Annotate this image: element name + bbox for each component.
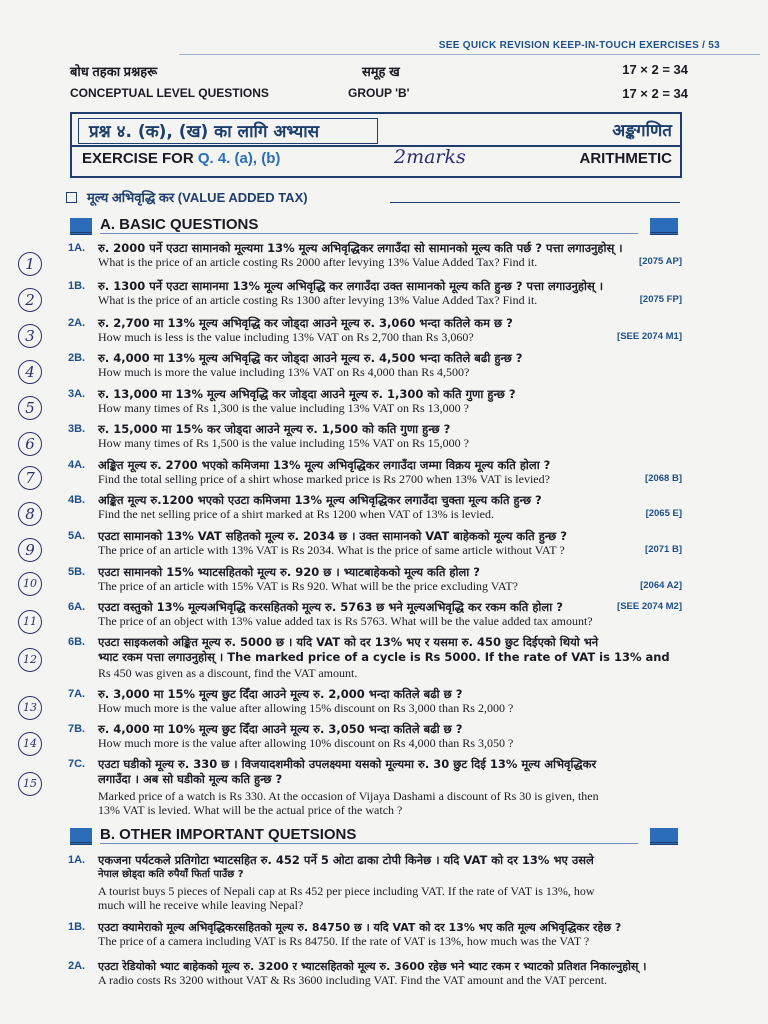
question-reference: [2064 A2] [640, 580, 682, 591]
subject-np: अङ्कगणित [612, 121, 672, 141]
question-text-np: एउटा सामानको 15% भ्याटसहितको मूल्य रु. 920 छ । भ्याटबाहेकको मूल्य कति होला ? [98, 565, 480, 579]
marks-label-en: 17 × 2 = 34 [622, 86, 688, 101]
question-number: 4A. [68, 459, 86, 471]
question-number: 7A. [68, 688, 86, 700]
question-number: 7C. [68, 758, 86, 770]
question-number: 1A. [68, 854, 86, 866]
question-text-en-2: 13% VAT is levied. What will be the actual price of the watch ? [98, 803, 403, 817]
question-text-np: एकजना पर्यटकले प्रतिगोटा भ्याटसहित रु. 452 पर्ने 5 ओटा ढाका टोपी किनेछ । यदि VAT को दर 13% भए उसले [98, 853, 594, 867]
question-number: 5A. [68, 530, 86, 542]
question-number: 4B. [68, 494, 86, 506]
topic-heading [66, 188, 308, 206]
question-number: 3B. [68, 423, 86, 435]
handwritten-mark-1: 1 [18, 252, 42, 276]
exercise-title-prefix: EXERCISE FOR [82, 150, 198, 167]
section-a-heading [70, 216, 678, 234]
topic-text: मूल्य अभिवृद्धि कर (VALUE ADDED TAX) [87, 190, 308, 205]
exercise-inner-box [78, 118, 378, 144]
question-text-en: Find the net selling price of a shirt marked at Rs 1200 when VAT of 13% is levied. [98, 507, 494, 521]
section-marker-right [650, 218, 678, 235]
question-reference: [2068 B] [645, 473, 682, 484]
question-number: 1A. [68, 242, 86, 254]
question-text-en: The price of a camera including VAT is Rs 84750. If the rate of VAT is 13%, how much was the VAT ? [98, 934, 590, 948]
exercise-title-np: प्रश्न ४. (क), (ख) का लागि अभ्यास [89, 122, 320, 142]
running-head: SEE QUICK REVISION KEEP-IN-TOUCH EXERCISES / 53 [438, 40, 720, 51]
question-text-en: The price of an article with 13% VAT is Rs 2034. What is the price of same article without VAT ? [98, 543, 565, 557]
handwritten-mark-7: 7 [18, 466, 42, 490]
question-text-en: What is the price of an article costing Rs 2000 after levying 13% Value Added Tax? Find it. [98, 255, 538, 269]
level-label-en: CONCEPTUAL LEVEL QUESTIONS [70, 86, 269, 100]
topic-underline [390, 202, 680, 203]
question-text-en: How many times of Rs 1,300 is the value including 13% VAT on Rs 13,000 ? [98, 401, 469, 415]
question-text-np: रु. 4,000 मा 13% मूल्य अभिवृद्धि कर जोड्दा आउने मूल्य रु. 4,500 भन्दा कतिले बढी हुन्छ ? [98, 351, 523, 365]
handwritten-mark-11: 11 [18, 610, 42, 634]
question-text-np: एउटा क्यामेराको मूल्य अभिवृद्धिकरसहितको मूल्य रु. 84750 छ । यदि VAT को दर 13% भए कति मूल्य अभिवृद्धिकर रहेछ ? [98, 921, 622, 934]
question-text-np: एउटा सामानको 13% VAT सहितको मूल्य रु. 2034 छ । उक्त सामानको VAT बाहेकको मूल्य कति हुन्छ ? [98, 529, 567, 543]
handwritten-mark-13: 13 [18, 696, 42, 720]
header-row-en [70, 86, 688, 104]
handwritten-mark-6: 6 [18, 432, 42, 456]
handwritten-mark-14: 14 [18, 732, 42, 756]
question-number: 6A. [68, 601, 86, 613]
question-text-en: Find the total selling price of a shirt whose marked price is Rs 2700 when 13% VAT is levied? [98, 472, 550, 486]
exercise-title-en [82, 150, 280, 167]
question-reference: [2075 FP] [639, 294, 682, 305]
question-reference: [SEE 2074 M1] [617, 331, 682, 342]
handwritten-mark-10: 10 [18, 572, 42, 596]
question-number: 1B. [68, 921, 86, 933]
question-number: 1B. [68, 280, 86, 292]
question-text-en: The price of an article with 15% VAT is Rs 920. What will be the price excluding VAT? [98, 579, 518, 593]
question-text-en: The price of an object with 13% value added tax is Rs 5763. What will be the value added tax amount? [98, 614, 593, 628]
section-b-title: B. OTHER IMPORTANT QUETSIONS [100, 826, 357, 843]
question-text-en: A radio costs Rs 3200 without VAT & Rs 3600 including VAT. Find the VAT amount and the VAT percent. [98, 973, 608, 987]
question-number: 2A. [68, 960, 86, 972]
question-text-np: एउटा वस्तुको 13% मूल्यअभिवृद्धि करसहितको मूल्य रु. 5763 छ भने मूल्यअभिवृद्धि कर रकम कति होला ? [98, 600, 563, 614]
exercise-box [70, 112, 682, 178]
question-text-np: अङ्कित मूल्य रु. 2700 भएको कमिजमा 13% मूल्य अभिवृद्धिकर लगाउँदा जम्मा विक्रय मूल्य कति होला ? [98, 458, 551, 472]
question-text-np: रु. 2000 पर्ने एउटा सामानको मूल्यमा 13% मूल्य अभिवृद्धिकर लगाउँदा सो सामानको मूल्य कति पर्छ ? पत्ता लगाउनुहोस् । [98, 241, 623, 255]
question-reference: [2071 B] [645, 544, 682, 555]
handwritten-mark-2: 2 [18, 288, 42, 312]
handwritten-mark-5: 5 [18, 396, 42, 420]
question-text-en: How much is more the value including 13% VAT on Rs 4,000 than Rs 4,500? [98, 365, 470, 379]
section-marker-left [70, 828, 92, 845]
question-reference: [SEE 2074 M2] [617, 601, 682, 612]
handwritten-mark-8: 8 [18, 502, 42, 526]
group-label-en: GROUP 'B' [348, 86, 410, 100]
question-text-np: एउटा रेडियोको भ्याट बाहेकको मूल्य रु. 3200 र भ्याटसहितको मूल्य रु. 3600 रहेछ भने भ्याट रकम र भ्याटको प्रतिशत निकाल्नुहोस् । [98, 960, 647, 973]
question-number: 5B. [68, 566, 86, 578]
question-text-np: रु. 3,000 मा 15% मूल्य छुट दिँदा आउने मूल्य रु. 2,000 भन्दा कतिले बढी छ ? [98, 687, 463, 701]
question-text-np: अङ्कित मूल्य रु.1200 भएको एउटा कमिजमा 13% मूल्य अभिवृद्धिकर लगाउँदा चुक्ता मूल्य कति हुन्छ ? [98, 493, 542, 507]
section-b-heading [70, 826, 678, 844]
question-text-en: Marked price of a watch is Rs 330. At the occasion of Vijaya Dashami a discount of Rs 30 is given, then [98, 789, 599, 803]
question-text-en-2: much will he receive while leaving Nepal? [98, 898, 304, 912]
section-underline [100, 843, 638, 844]
question-text-np-2: लगाउँदा । अब सो घडीको मूल्य कति हुन्छ ? [98, 772, 283, 786]
handwritten-mark-12: 12 [18, 648, 42, 672]
exercise-question-ref: Q. 4. (a), (b) [197, 150, 281, 167]
section-marker-left [70, 218, 92, 235]
question-text-np: रु. 1300 पर्ने एउटा सामानमा 13% मूल्य अभिवृद्धि कर लगाउँदा उक्त सामानको मूल्य कति हुन्छ ? पत्ता लगाउनुहोस् । [98, 279, 604, 293]
handwritten-mark-15: 15 [18, 772, 42, 796]
question-number: 3A. [68, 388, 86, 400]
question-number: 6B. [68, 636, 86, 648]
section-underline [100, 233, 638, 234]
question-number: 7B. [68, 723, 86, 735]
question-text-np: रु. 13,000 मा 13% मूल्य अभिवृद्धि कर जोड्दा आउने मूल्य रु. 1,300 को कति गुणा हुन्छ ? [98, 387, 516, 401]
level-label-np: बोध तहका प्रश्नहरू [70, 64, 158, 79]
question-text-en: How much more is the value after allowing 10% discount on Rs 4,000 than Rs 3,050 ? [98, 736, 514, 750]
question-text-en: Rs 450 was given as a discount, find the VAT amount. [98, 666, 358, 680]
question-text-np: एउटा घडीको मूल्य रु. 330 छ । विजयादशमीको उपलक्ष्यमा यसको मूल्यमा रु. 30 छुट दिई 13% मूल्य अभिवृद्धिकर [98, 757, 597, 771]
question-text-en: What is the price of an article costing Rs 1300 after levying 13% Value Added Tax? Find it. [98, 293, 538, 307]
question-reference: [2075 AP] [639, 256, 682, 267]
question-text-en: How much is less is the value including 13% VAT on Rs 2,700 than Rs 3,060? [98, 330, 474, 344]
question-number: 2B. [68, 352, 86, 364]
group-label-np: समूह ख [362, 64, 400, 79]
section-marker-right [650, 828, 678, 845]
question-text-np: रु. 2,700 मा 13% मूल्य अभिवृद्धि कर जोड्दा आउने मूल्य रु. 3,060 भन्दा कतिले कम छ ? [98, 316, 513, 330]
question-7c [68, 758, 688, 818]
exercise-divider [72, 145, 680, 147]
handwritten-mark-4: 4 [18, 360, 42, 384]
handwritten-mark-9: 9 [18, 538, 42, 562]
handwritten-mark-3: 3 [18, 324, 42, 348]
question-b-1a [68, 854, 688, 914]
header-row-np [70, 62, 688, 80]
question-text-np: रु. 4,000 मा 10% मूल्य छुट दिँदा आउने मूल्य रु. 3,050 भन्दा कतिले बढी छ ? [98, 722, 463, 736]
question-text-np: रु. 15,000 मा 15% कर जोड्दा आउने मूल्य रु. 1,500 को कति गुणा हुन्छ ? [98, 422, 451, 436]
handwritten-marks-note: 2marks [394, 146, 466, 168]
marks-label-np: 17 × 2 = 34 [622, 62, 688, 77]
question-text-np-2: भ्याट रकम पत्ता लगाउनुहोस् । The marked price of a cycle is Rs 5000. If the rate of VAT is 13% and [98, 650, 670, 664]
question-text-np-2: नेपाल छोड्दा कति रुपैयाँ फिर्ता पाउँछ ? [98, 869, 244, 880]
question-text-en: How much more is the value after allowing 15% discount on Rs 3,000 than Rs 2,000 ? [98, 701, 514, 715]
question-reference: [2065 E] [645, 508, 682, 519]
question-text-np: एउटा साइकलको अङ्कित मूल्य रु. 5000 छ । यदि VAT को दर 13% भए र यसमा रु. 450 छुट दिईएको थियो भने [98, 635, 599, 649]
question-text-en: How many times of Rs 1,500 is the value including 15% VAT on Rs 15,000 ? [98, 436, 469, 450]
checkbox-icon [66, 192, 77, 203]
question-text-en: A tourist buys 5 pieces of Nepali cap at Rs 452 per piece including VAT. If the rate of VAT is 13%, how [98, 884, 595, 898]
subject-en: ARITHMETIC [579, 150, 672, 167]
question-6b [68, 636, 688, 682]
section-a-title: A. BASIC QUESTIONS [100, 216, 259, 233]
question-number: 2A. [68, 317, 86, 329]
